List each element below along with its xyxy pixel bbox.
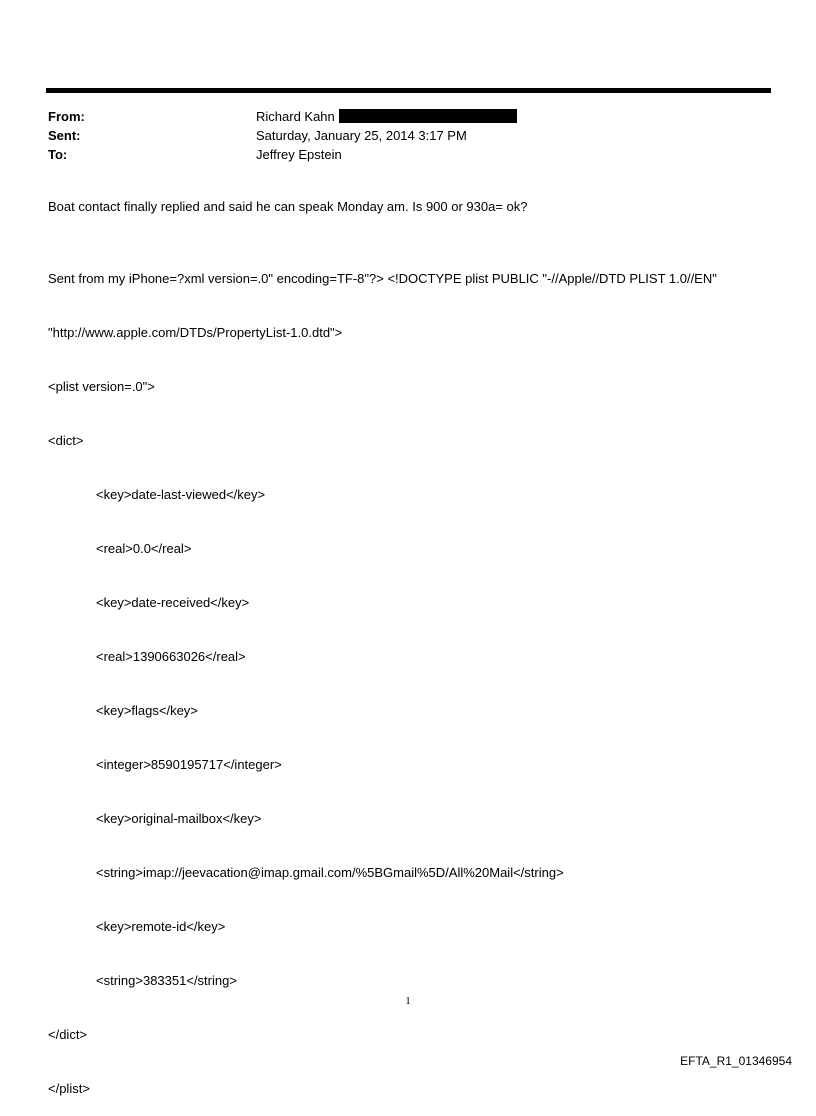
plist-entry: <integer>8590195717</integer> xyxy=(96,757,282,772)
redaction-box xyxy=(339,109,517,123)
from-value: Richard Kahn xyxy=(256,109,335,124)
plist-line: </plist> xyxy=(48,1081,90,1096)
plist-line: "http://www.apple.com/DTDs/PropertyList-1.0.dtd"> xyxy=(48,325,343,340)
plist-entry: <key>remote-id</key> xyxy=(96,919,226,934)
plist-line: </dict> xyxy=(48,1027,88,1042)
plist-entry: <key>date-received</key> xyxy=(96,595,250,610)
to-value: Jeffrey Epstein xyxy=(256,147,342,162)
from-value-wrap xyxy=(256,107,517,126)
from-row xyxy=(48,107,748,126)
plist-block xyxy=(48,234,717,1116)
plist-entry: <key>date-last-viewed</key> xyxy=(96,487,266,502)
plist-entry: <key>flags</key> xyxy=(96,703,198,718)
plist-entry: <key>original-mailbox</key> xyxy=(96,811,262,826)
from-label: From: xyxy=(48,109,85,124)
plist-line: <plist version=.0"> xyxy=(48,379,155,394)
sent-value: Saturday, January 25, 2014 3:17 PM xyxy=(256,128,467,143)
plist-entry: <string>imap://jeevacation@imap.gmail.com/%5BGmail%5D/All%20Mail</string> xyxy=(96,865,564,880)
to-label: To: xyxy=(48,147,68,162)
plist-entry: <real>1390663026</real> xyxy=(96,649,246,664)
plist-line: <dict> xyxy=(48,433,84,448)
plist-line: Sent from my iPhone=?xml version=.0" encoding=TF-8"?> <!DOCTYPE plist PUBLIC "-//Apple//DTD PLIST 1.0//EN" xyxy=(48,271,717,286)
message-body: Boat contact finally replied and said he can speak Monday am. Is 900 or 930a= ok? xyxy=(48,199,528,214)
sent-row xyxy=(48,126,748,145)
plist-entry: <real>0.0</real> xyxy=(96,541,192,556)
document-id: EFTA_R1_01346954 xyxy=(680,1054,792,1068)
plist-entry: <string>383351</string> xyxy=(96,973,237,988)
sent-label: Sent: xyxy=(48,128,81,143)
to-row xyxy=(48,145,748,164)
email-header xyxy=(48,107,748,164)
page-number: 1 xyxy=(405,995,411,1007)
top-rule xyxy=(46,88,771,93)
